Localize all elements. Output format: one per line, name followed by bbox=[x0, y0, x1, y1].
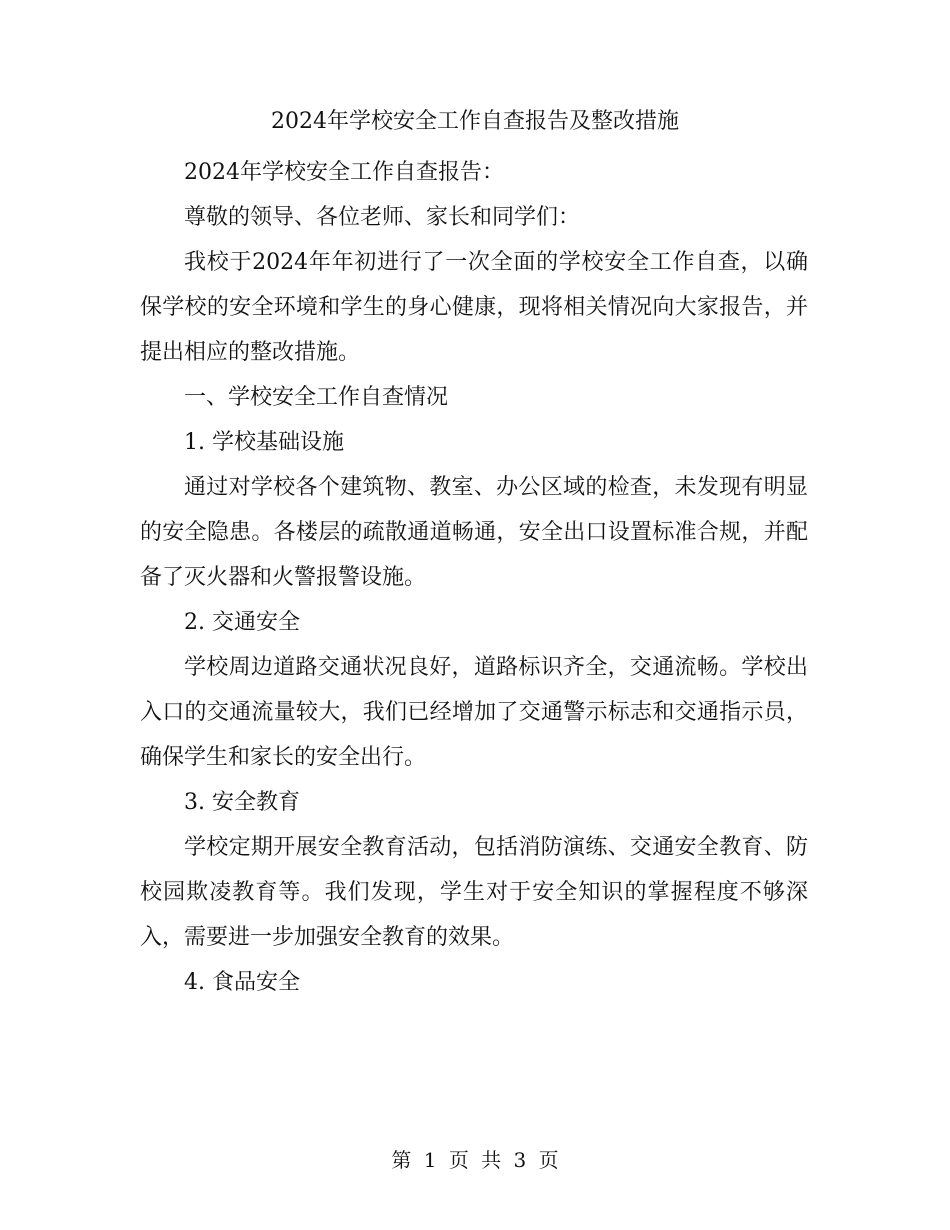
intro-paragraph: 我校于2024年年初进行了一次全面的学校安全工作自查，以确保学校的安全环境和学生的身心健康，现将相关情况向大家报告，并提出相应的整改措施。 bbox=[140, 250, 808, 365]
section-heading-self-check: 一、学校安全工作自查情况 bbox=[184, 385, 449, 410]
subheading-food-safety: 4. 食品安全 bbox=[184, 970, 300, 995]
paragraph-traffic-safety: 学校周边道路交通状况良好，道路标识齐全，交通流畅。学校出入口的交通流量较大，我们已经增加了交通警示标志和交通指示员，确保学生和家长的安全出行。 bbox=[140, 655, 808, 770]
subheading-safety-education: 3. 安全教育 bbox=[184, 790, 300, 815]
subheading-traffic-safety: 2. 交通安全 bbox=[184, 610, 300, 635]
document-title: 2024年学校安全工作自查报告及整改措施 bbox=[271, 109, 679, 134]
report-heading: 2024年学校安全工作自查报告： bbox=[184, 160, 504, 185]
document-body bbox=[140, 150, 808, 1005]
subheading-infrastructure: 1. 学校基础设施 bbox=[184, 430, 344, 455]
salutation: 尊敬的领导、各位老师、家长和同学们： bbox=[184, 205, 581, 230]
paragraph-safety-education: 学校定期开展安全教育活动，包括消防演练、交通安全教育、防校园欺凌教育等。我们发现，学生对于安全知识的掌握程度不够深入，需要进一步加强安全教育的效果。 bbox=[140, 835, 808, 950]
paragraph-infrastructure: 通过对学校各个建筑物、教室、办公区域的检查，未发现有明显的安全隐患。各楼层的疏散通道畅通，安全出口设置标准合规，并配备了灭火器和火警报警设施。 bbox=[140, 475, 808, 590]
page-number-footer: 第 1 页 共 3 页 bbox=[391, 1148, 559, 1172]
